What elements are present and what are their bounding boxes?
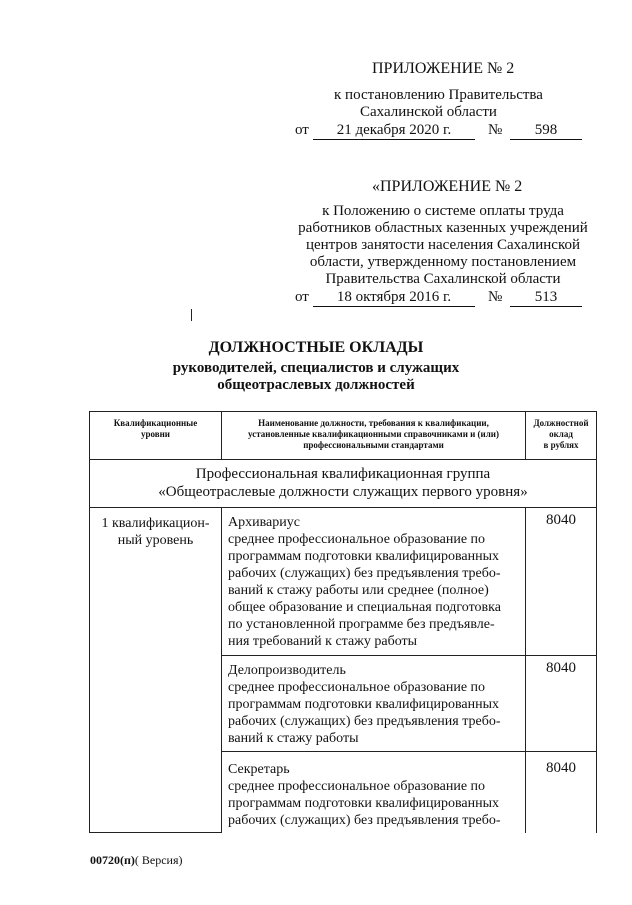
document-subtitle-1: руководителей, специалистов и служащих xyxy=(172,360,460,376)
header-level-line: Квалификационные xyxy=(113,418,198,428)
requirement-line: рабочих (служащих) без предъявления требо- xyxy=(228,813,501,828)
group-row xyxy=(89,459,597,508)
salary-cell: 8040 xyxy=(525,751,597,833)
footer-version: ( Версия) xyxy=(134,853,183,867)
requirement-line: программам подготовки квалифицированных xyxy=(228,697,500,712)
appendix-2-date: 18 октября 2016 г. xyxy=(313,289,475,307)
appendix-1-line-1: к постановлению Правительства xyxy=(334,87,543,103)
qualification-level-line: ный уровень xyxy=(117,533,194,548)
document-subtitle-2: общеотраслевых должностей xyxy=(217,377,415,393)
qualification-level-cell xyxy=(89,507,222,833)
requirement-line: рабочих (служащих) без предъявления требо- xyxy=(228,566,501,581)
header-salary-line: в рублях xyxy=(543,440,579,450)
header-level-line: уровни xyxy=(140,429,170,439)
footer-code xyxy=(90,853,183,868)
position-name: Делопроизводитель xyxy=(228,663,346,678)
qualification-level-line: 1 квалификацион- xyxy=(101,516,210,531)
requirement-line: ваний к стажу работы или среднее (полное) xyxy=(228,583,489,598)
appendix-2-number: 513 xyxy=(510,289,582,307)
appendix-2-number-label: № xyxy=(488,289,503,305)
requirement-line: ваний к стажу работы xyxy=(228,731,359,746)
appendix-1-number: 598 xyxy=(510,122,582,140)
document-title: ДОЛЖНОСТНЫЕ ОКЛАДЫ xyxy=(208,339,424,356)
header-salary-line: Должностной xyxy=(533,418,589,428)
requirement-line: рабочих (служащих) без предъявления требо- xyxy=(228,714,501,729)
appendix-2-line: Правительства Сахалинской области xyxy=(325,271,561,287)
requirement-line: по установленной программе без предъявле- xyxy=(228,617,495,632)
appendix-2-line: работников областных казенных учреждений xyxy=(298,220,588,236)
salary-table xyxy=(89,411,597,833)
requirement-line: ния требований к стажу работы xyxy=(228,634,418,649)
appendix-1-title: ПРИЛОЖЕНИЕ № 2 xyxy=(372,60,515,77)
appendix-1-number-label: № xyxy=(488,122,503,138)
header-level xyxy=(89,411,222,460)
appendix-1-line-2: Сахалинской области xyxy=(360,104,497,120)
group-line: «Общеотраслевые должности служащих первого уровня» xyxy=(158,484,528,500)
salary-cell: 8040 xyxy=(525,655,597,752)
appendix-2-from-label: от xyxy=(295,289,309,305)
appendix-2-text xyxy=(288,203,598,288)
salary-cell: 8040 xyxy=(525,507,597,656)
header-position xyxy=(221,411,526,460)
requirement-line: программам подготовки квалифицированных xyxy=(228,796,500,811)
table-row-secretary xyxy=(221,751,526,833)
group-line: Профессиональная квалификационная группа xyxy=(195,466,491,482)
appendix-2-title: «ПРИЛОЖЕНИЕ № 2 xyxy=(372,178,523,195)
requirement-line: программам подготовки квалифицированных xyxy=(228,549,500,564)
position-name: Архивариус xyxy=(228,515,300,530)
header-position-line: профессиональными стандартами xyxy=(303,440,444,450)
header-position-line: установленные квалификационными справочниками и (или) xyxy=(248,429,499,439)
appendix-2-line: к Положению о системе оплаты труда xyxy=(322,203,564,219)
requirement-line: среднее профессиональное образование по xyxy=(228,532,486,547)
table-row-archivist xyxy=(221,507,526,656)
header-position-line: Наименование должности, требования к квалификации, xyxy=(258,418,489,428)
requirement-line: среднее профессиональное образование по xyxy=(228,680,486,695)
header-salary xyxy=(525,411,597,460)
appendix-2-line: центров занятости населения Сахалинской xyxy=(305,237,581,253)
table-row-clerk xyxy=(221,655,526,752)
footer-code-number: 00720(п) xyxy=(90,853,135,867)
appendix-2-line: области, утвержденному постановлением xyxy=(309,254,577,270)
requirement-line: общее образование и специальная подготовка xyxy=(228,600,501,615)
appendix-1-from-label: от xyxy=(295,122,309,138)
requirement-line: среднее профессиональное образование по xyxy=(228,779,486,794)
scan-mark xyxy=(191,309,192,321)
header-salary-line: оклад xyxy=(549,429,573,439)
appendix-1-date: 21 декабря 2020 г. xyxy=(313,122,475,140)
position-name: Секретарь xyxy=(228,762,290,777)
